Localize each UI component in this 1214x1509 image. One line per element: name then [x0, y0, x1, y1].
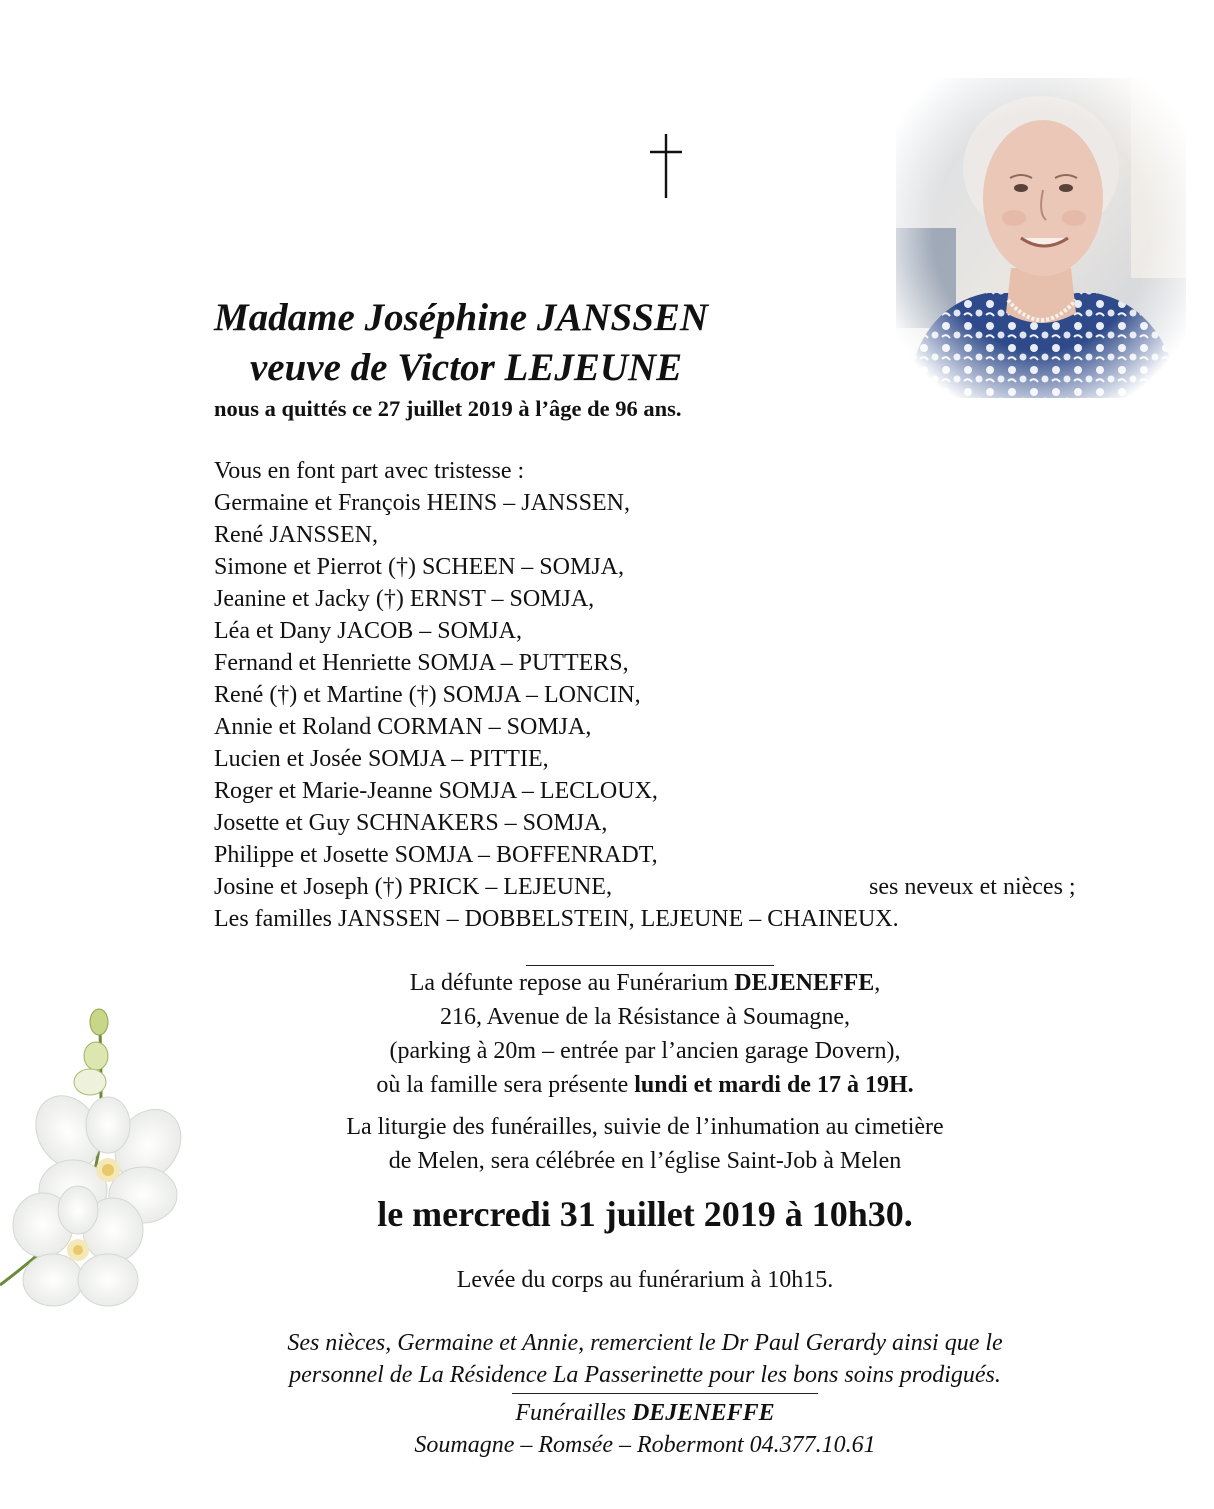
family-member: Roger et Marie-Jeanne SOMJA – LECLOUX,: [214, 778, 658, 804]
family-member: Philippe et Josette SOMJA – BOFFENRADT,: [214, 842, 658, 868]
funeral-home-name: DEJENEFFE: [734, 970, 875, 996]
family-member: Jeanine et Jacky (†) ERNST – SOMJA,: [214, 586, 595, 612]
visiting-hours: lundi et mardi de 17 à 19H.: [634, 1072, 914, 1098]
family-list: [214, 455, 899, 935]
thanks-block: [0, 1327, 1214, 1391]
cross-icon: [649, 132, 683, 200]
passing-note: nous a quittés ce 27 juillet 2019 à l’âge de 96 ans.: [214, 396, 682, 421]
undertaker-name: DEJENEFFE: [631, 1400, 775, 1426]
family-intro: Vous en font part avec tristesse :: [214, 458, 525, 484]
ceremony-date: le mercredi 31 juillet 2019 à 10h30.: [377, 1194, 913, 1234]
family-member: Annie et Roland CORMAN – SOMJA,: [214, 714, 592, 740]
family-member: René JANSSEN,: [214, 522, 379, 548]
repose-parking: (parking à 20m – entrée par l’ancien garage Dovern),: [389, 1038, 901, 1064]
family-member: Josette et Guy SCHNAKERS – SOMJA,: [214, 810, 608, 836]
family-member: Germaine et François HEINS – JANSSEN,: [214, 490, 630, 516]
nephews-label: ses neveux et nièces ;: [869, 874, 1076, 900]
undertaker-name-line: Funérailles DEJENEFFE: [515, 1400, 775, 1426]
levee-note: Levée du corps au funérarium à 10h15.: [456, 1267, 834, 1293]
family-member: Fernand et Henriette SOMJA – PUTTERS,: [214, 650, 629, 676]
liturgy-line: de Melen, sera célébrée en l’église Saint-Job à Melen: [388, 1148, 902, 1174]
undertaker-block: [0, 1397, 1214, 1461]
family-member: Lucien et Josée SOMJA – PITTIE,: [214, 746, 549, 772]
family-member: Léa et Dany JACOB – SOMJA,: [214, 618, 522, 644]
divider: [512, 1393, 818, 1394]
orchid-flower-icon: [0, 1000, 200, 1330]
families-line: Les familles JANSSEN – DOBBELSTEIN, LEJEUNE – CHAINEUX.: [214, 906, 899, 932]
widow-of-line: veuve de Victor LEJEUNE: [250, 346, 683, 389]
repose-address: 216, Avenue de la Résistance à Soumagne,: [439, 1004, 851, 1030]
portrait-photo: [896, 78, 1186, 398]
thanks-line: Ses nièces, Germaine et Annie, remercient le Dr Paul Gerardy ainsi que le: [287, 1330, 1003, 1356]
repose-visiting: où la famille sera présente lundi et mardi de 17 à 19H.: [376, 1072, 914, 1098]
liturgy-line: La liturgie des funérailles, suivie de l’inhumation au cimetière: [346, 1114, 944, 1140]
family-member: Simone et Pierrot (†) SCHEEN – SOMJA,: [214, 554, 624, 580]
repose-line: La défunte repose au Funérarium DEJENEFFE,: [409, 970, 881, 996]
thanks-line: personnel de La Résidence La Passerinette pour les bons soins prodigués.: [289, 1362, 1001, 1388]
family-member: René (†) et Martine (†) SOMJA – LONCIN,: [214, 682, 641, 708]
family-member: Josine et Joseph (†) PRICK – LEJEUNE,: [214, 874, 612, 900]
undertaker-contact: Soumagne – Romsée – Robermont 04.377.10.61: [414, 1432, 876, 1458]
deceased-name: Madame Joséphine JANSSEN: [214, 296, 709, 339]
